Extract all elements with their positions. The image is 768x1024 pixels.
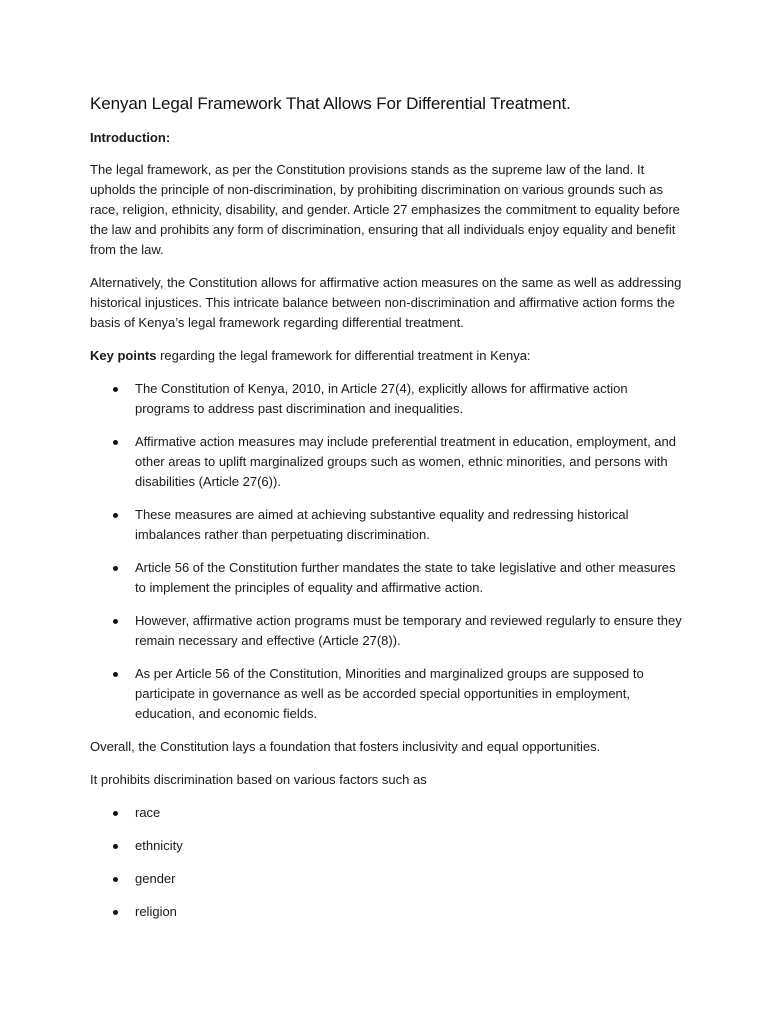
list-item-text: The Constitution of Kenya, 2010, in Article 27(4), explicitly allows for affirmative action programs to address past discrimination and inequalities. <box>135 381 628 416</box>
list-item-text: Affirmative action measures may include preferential treatment in education, employment, and other areas to uplift marginalized groups such as women, ethnic minorities, and persons with disabilities (Article 27(6)). <box>135 434 676 489</box>
paragraph-overall: Overall, the Constitution lays a foundation that fosters inclusivity and equal opportunities. <box>90 739 601 754</box>
key-points-list <box>90 379 682 724</box>
list-item-text: religion <box>135 904 177 919</box>
list-item <box>90 869 682 889</box>
key-points-intro-text: regarding the legal framework for differential treatment in Kenya: <box>156 348 531 363</box>
list-item <box>90 664 682 724</box>
key-points-label: Key points <box>90 348 157 363</box>
list-item <box>90 558 682 598</box>
list-item <box>90 379 682 419</box>
bullet-icon <box>113 440 118 445</box>
bullet-icon <box>113 672 118 677</box>
paragraph-legal-framework: The legal framework, as per the Constitution provisions stands as the supreme law of the land. It upholds the principle of non-discrimination, by prohibiting discrimination on various grounds such as race, religion, ethnicity, disability, and gender. Article 27 emphasizes the commitment to equality before the law and prohibits any form of discrimination, ensuring that all individuals enjoy equality and benefit from the law. <box>90 162 680 257</box>
bullet-icon <box>113 619 118 624</box>
list-item <box>90 505 682 545</box>
document-page <box>90 92 682 935</box>
bullet-icon <box>113 811 118 816</box>
factors-list <box>90 803 682 922</box>
bullet-icon <box>113 387 118 392</box>
list-item <box>90 611 682 651</box>
bullet-icon <box>113 910 118 915</box>
list-item-text: race <box>135 805 161 820</box>
list-item-text: However, affirmative action programs must be temporary and reviewed regularly to ensure they remain necessary and effective (Article 27(8)). <box>135 613 682 648</box>
list-item <box>90 803 682 823</box>
bullet-icon <box>113 877 118 882</box>
list-item <box>90 902 682 922</box>
list-item-text: Article 56 of the Constitution further mandates the state to take legislative and other measures to implement the principles of equality and affirmative action. <box>135 560 676 595</box>
list-item-text: As per Article 56 of the Constitution, Minorities and marginalized groups are supposed to participate in governance as well as be accorded special opportunities in employment, education, and economic fields. <box>135 666 644 721</box>
list-item <box>90 836 682 856</box>
bullet-icon <box>113 513 118 518</box>
list-item <box>90 432 682 492</box>
paragraph-affirmative-action: Alternatively, the Constitution allows for affirmative action measures on the same as well as addressing historical injustices. This intricate balance between non-discrimination and affirmative action forms the basis of Kenya’s legal framework regarding differential treatment. <box>90 275 682 330</box>
paragraph-prohibits: It prohibits discrimination based on various factors such as <box>90 772 427 787</box>
document-title: Kenyan Legal Framework That Allows For Differential Treatment. <box>90 94 571 113</box>
list-item-text: ethnicity <box>135 838 183 853</box>
bullet-icon <box>113 844 118 849</box>
list-item-text: gender <box>135 871 176 886</box>
key-points-intro <box>90 346 682 366</box>
bullet-icon <box>113 566 118 571</box>
introduction-heading: Introduction: <box>90 130 171 145</box>
list-item-text: These measures are aimed at achieving substantive equality and redressing historical imbalances rather than perpetuating discrimination. <box>135 507 629 542</box>
